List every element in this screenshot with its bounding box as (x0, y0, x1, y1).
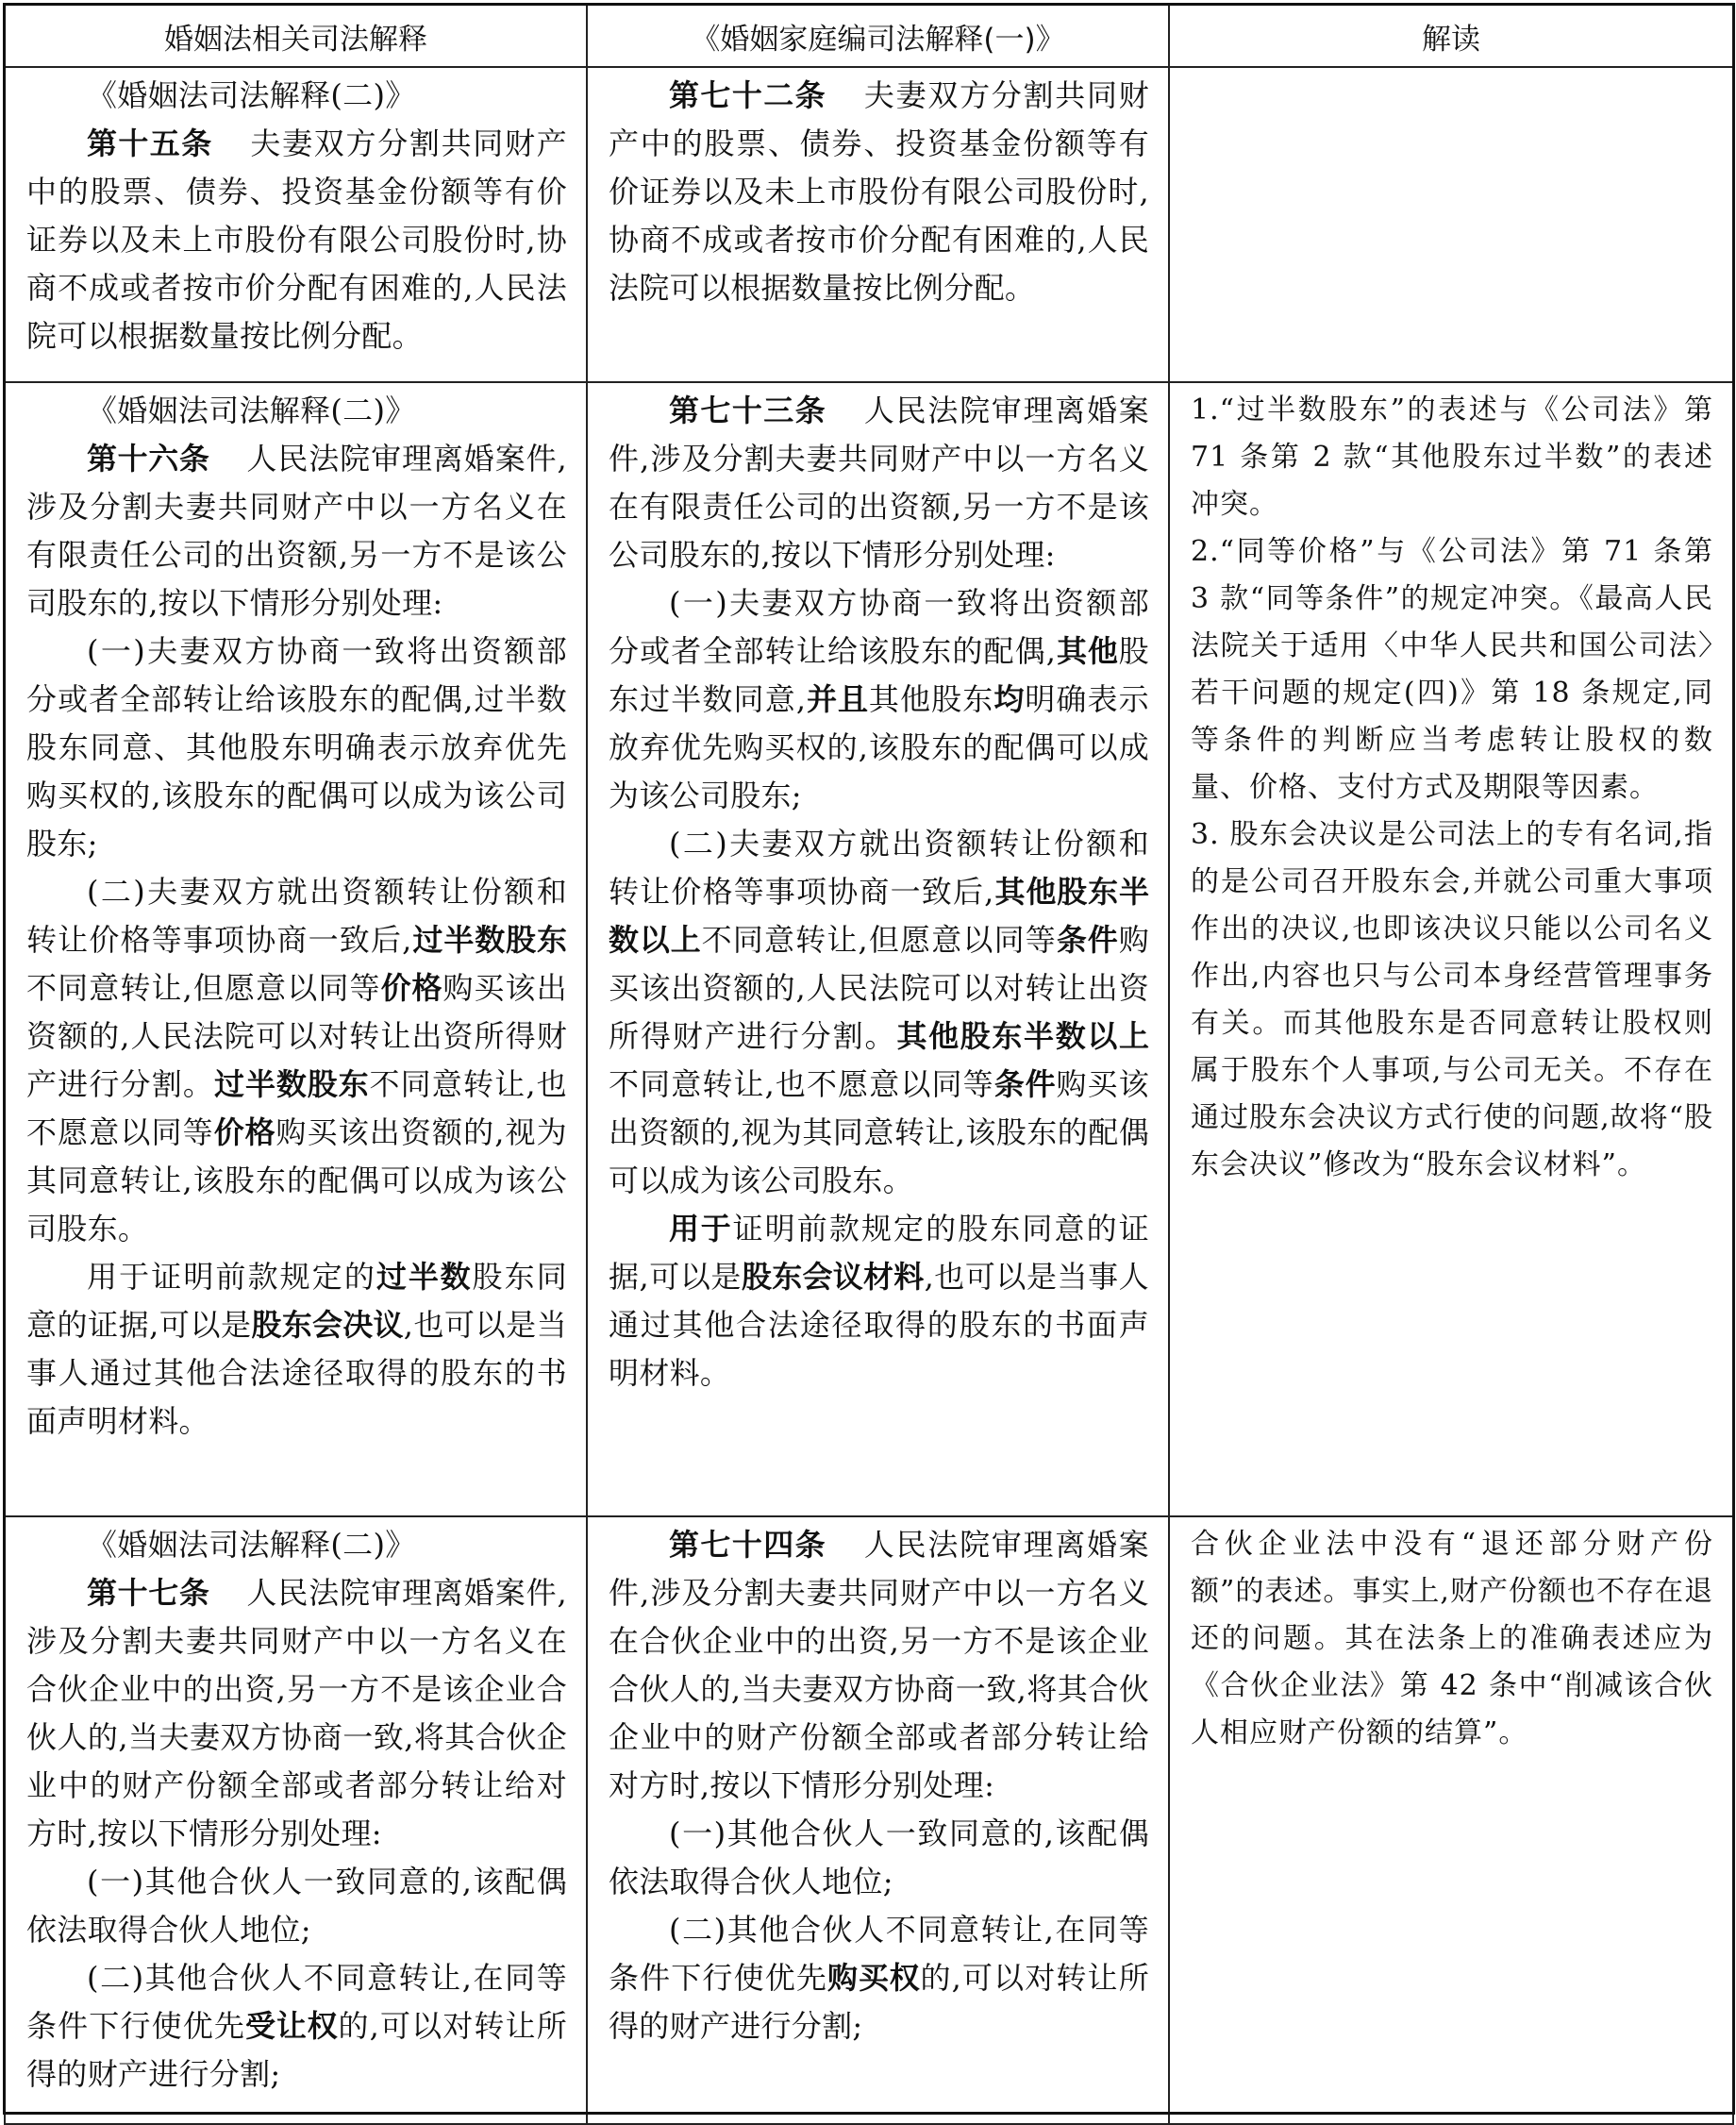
new-clause-1: (一)夫妻双方协商一致将出资额部分或者全部转让给该股东的配偶,其他股东过半数同意,并且其他股东均明确表示放弃优先购买权的,该股东的配偶可以成为该公司股东; (609, 585, 1149, 813)
old-article-text: 第十五条 夫妻双方分割共同财产中的股票、债券、投资基金份额等有价证券以及未上市股份有限公司股份时,协商不成或者按市价分配有困难的,人民法院可以根据数量按比例分配。 (26, 125, 567, 354)
new-provision-cell (587, 1516, 1169, 2124)
old-provision-cell (5, 67, 587, 382)
new-clause-1: (一)其他合伙人一致同意的,该配偶依法取得合伙人地位; (609, 1815, 1149, 1899)
old-article-number: 第十七条 (87, 1575, 210, 1611)
old-article-number: 第十六条 (87, 441, 210, 477)
new-clause-2: (二)其他合伙人不同意转让,在同等条件下行使优先购买权的,可以对转让所得的财产进行分割; (609, 1912, 1149, 2044)
old-source-title: 《婚姻法司法解释(二)》 (87, 77, 416, 113)
header-old-interpretation: 婚姻法相关司法解释 (5, 5, 587, 67)
old-article-number: 第十五条 (87, 125, 213, 161)
old-clause-1: (一)夫妻双方协商一致将出资额部分或者全部转让给该股东的配偶,过半数股东同意、其他股东明确表示放弃优先购买权的,该股东的配偶可以成为该公司股东; (26, 633, 567, 862)
commentary-text: 合伙企业法中没有“退还部分财产份额”的表述。事实上,财产份额也不存在退还的问题。其在法条上的准确表述应为《合伙企业法》第 42 条中“削减该合伙人相应财产份额的结算”。 (1191, 1528, 1713, 1749)
old-article-text: 第十七条 人民法院审理离婚案件,涉及分割夫妻共同财产中以一方名义在合伙企业中的出资,另一方不是该企业合伙人的,当夫妻双方协商一致,将其合伙企业中的财产份额全部或者部分转让给对方时,按以下情形分别处理: (26, 1575, 567, 1851)
commentary-cell (1169, 1516, 1733, 2124)
new-provision-cell (587, 382, 1169, 1516)
commentary-point-3: 3. 股东会决议是公司法上的专有名词,指的是公司召开股东会,并就公司重大事项作出的决议,也即该决议只能以公司名义作出,内容也只与公司本身经营管理事务有关。而其他股东是否同意转让股权则属于股东个人事项,与公司无关。不存在通过股东会决议方式行使的问题,故将“股东会决议”修改为“股东会议材料”。 (1191, 818, 1713, 1181)
old-clause-2: (二)其他合伙人不同意转让,在同等条件下行使优先受让权的,可以对转让所得的财产进行分割; (26, 1960, 567, 2092)
commentary-point-1: 1.“过半数股东”的表述与《公司法》第 71 条第 2 款“其他股东过半数”的表述冲突。 (1191, 393, 1713, 521)
new-article-number: 第七十二条 (669, 77, 827, 113)
commentary-cell (1169, 67, 1733, 382)
old-clause-2: (二)夫妻双方就出资额转让份额和转让价格等事项协商一致后,过半数股东不同意转让,但愿意以同等价格购买该出资额的,人民法院可以对转让出资所得财产进行分割。过半数股东不同意转让,也不愿意以同等价格购买该出资额的,视为其同意转让,该股东的配偶可以成为该公司股东。 (26, 874, 567, 1247)
header-new-interpretation: 《婚姻家庭编司法解释(一)》 (587, 5, 1169, 67)
old-article-text: 第十六条 人民法院审理离婚案件,涉及分割夫妻共同财产中以一方名义在有限责任公司的出资额,另一方不是该公司股东的,按以下情形分别处理: (26, 441, 567, 621)
commentary-cell (1169, 382, 1733, 1516)
header-commentary: 解读 (1169, 5, 1733, 67)
table-row (5, 382, 1733, 1516)
commentary-point-2: 2.“同等价格”与《公司法》第 71 条第 3 款“同等条件”的规定冲突。《最高人民法院关于适用〈中华人民共和国公司法〉若干问题的规定(四)》第 18 条规定,同等条件的判断应当考虑转让股权的数量、价格、支付方式及期限等因素。 (1191, 535, 1713, 804)
old-provision-cell (5, 1516, 587, 2124)
table-header-row (5, 5, 1733, 67)
table-row (5, 67, 1733, 382)
comparison-table (4, 4, 1734, 2125)
new-article-number: 第七十三条 (669, 393, 827, 428)
old-provision-cell (5, 382, 587, 1516)
new-article-number: 第七十四条 (669, 1527, 827, 1563)
new-article-text: 第七十四条 人民法院审理离婚案件,涉及分割夫妻共同财产中以一方名义在合伙企业中的出资,另一方不是该企业合伙人的,当夫妻双方协商一致,将其合伙企业中的财产份额全部或者部分转让给对方时,按以下情形分别处理: (609, 1527, 1149, 1803)
new-provision-cell (587, 67, 1169, 382)
new-clause-3: 用于证明前款规定的股东同意的证据,可以是股东会议材料,也可以是当事人通过其他合法途径取得的股东的书面声明材料。 (609, 1211, 1149, 1391)
new-clause-2: (二)夫妻双方就出资额转让份额和转让价格等事项协商一致后,其他股东半数以上不同意转让,但愿意以同等条件购买该出资额的,人民法院可以对转让出资所得财产进行分割。其他股东半数以上不同意转让,也不愿意以同等条件购买该出资额的,视为其同意转让,该股东的配偶可以成为该公司股东。 (609, 826, 1149, 1198)
old-source-title: 《婚姻法司法解释(二)》 (87, 1527, 416, 1563)
table-row (5, 1516, 1733, 2124)
old-clause-3: 用于证明前款规定的过半数股东同意的证据,可以是股东会决议,也可以是当事人通过其他合法途径取得的股东的书面声明材料。 (26, 1259, 567, 1439)
old-clause-1: (一)其他合伙人一致同意的,该配偶依法取得合伙人地位; (26, 1864, 567, 1948)
new-article-text: 第七十二条 夫妻双方分割共同财产中的股票、债券、投资基金份额等有价证券以及未上市股份有限公司股份时,协商不成或者按市价分配有困难的,人民法院可以根据数量按比例分配。 (609, 77, 1149, 306)
old-source-title: 《婚姻法司法解释(二)》 (87, 393, 416, 428)
new-article-text: 第七十三条 人民法院审理离婚案件,涉及分割夫妻共同财产中以一方名义在有限责任公司的出资额,另一方不是该公司股东的,按以下情形分别处理: (609, 393, 1149, 573)
